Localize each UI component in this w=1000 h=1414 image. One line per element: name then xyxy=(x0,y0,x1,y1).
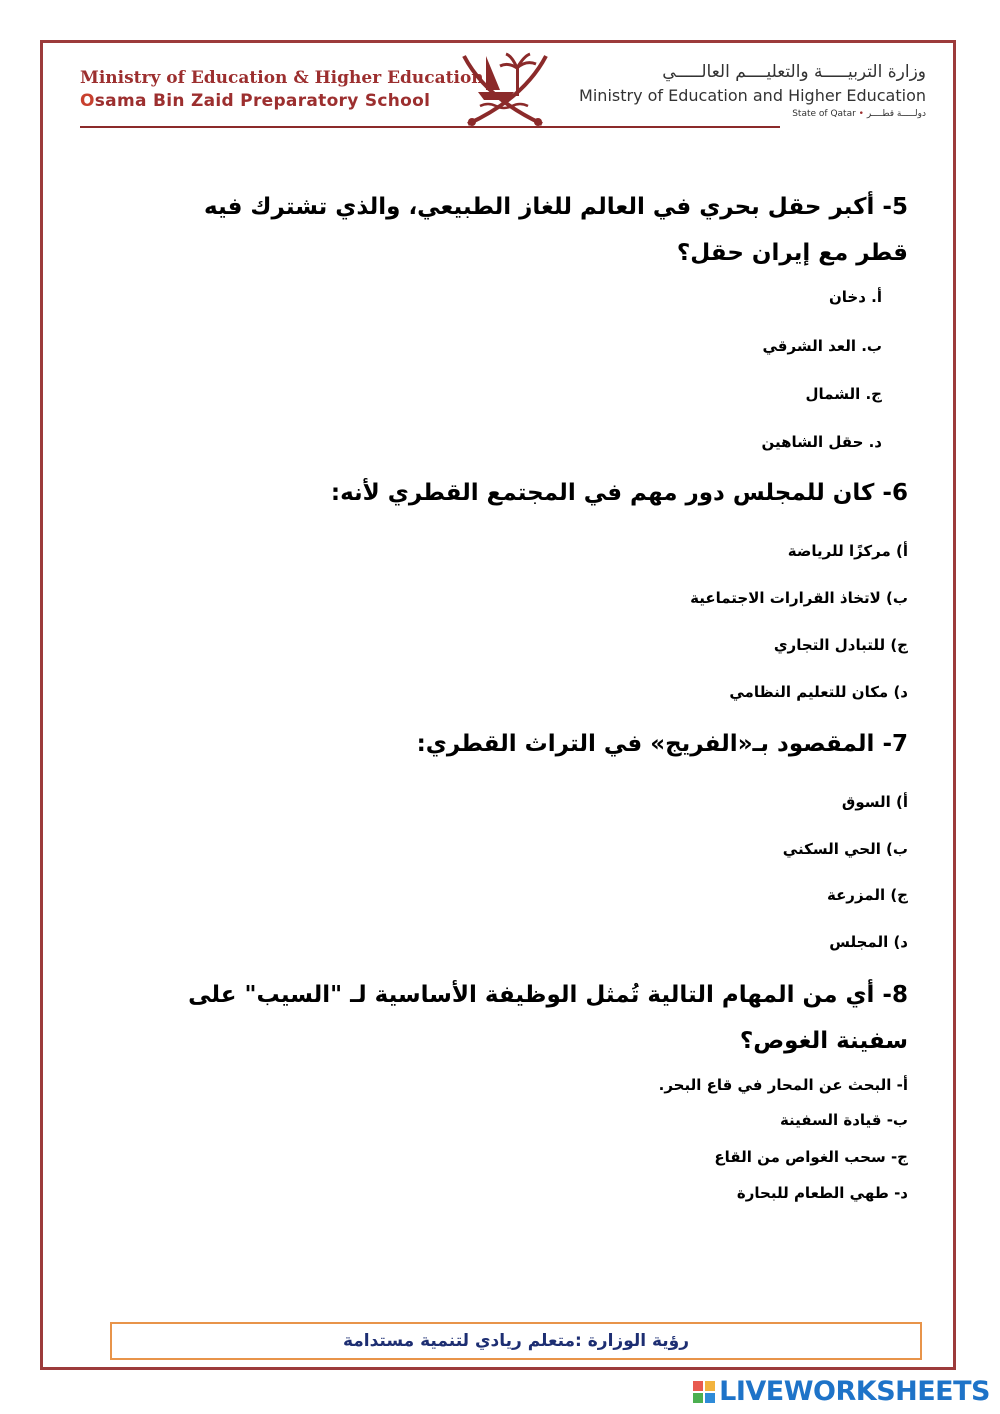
q7-option-d[interactable]: د) المجلس xyxy=(829,933,908,951)
ministry-title-ar: وزارة التربيـــــة والتعليــــم العالـــــي xyxy=(662,62,926,82)
q8-option-d[interactable]: د- طهي الطعام للبحارة xyxy=(736,1184,908,1202)
question-5: 5- أكبر حقل بحري في العالم للغاز الطبيعي، والذي تشترك فيه قطر مع إيران حقل؟ xyxy=(204,194,908,266)
question-6: 6- كان للمجلس دور مهم في المجتمع القطري لأنه: xyxy=(330,480,908,506)
q6-option-b[interactable]: ب) لاتخاذ القرارات الاجتماعية xyxy=(690,589,908,607)
liveworksheets-logo-icon xyxy=(693,1381,715,1403)
q5-option-b[interactable]: ب. العد الشرقي xyxy=(762,337,882,355)
vision-footer xyxy=(110,1322,922,1360)
ministry-title-en: Ministry of Education & Higher Education xyxy=(80,68,484,88)
q7-option-b[interactable]: ب) الحي السكني xyxy=(782,840,908,858)
q5-option-d[interactable]: د. حقل الشاهين xyxy=(761,433,882,451)
q6-option-d[interactable]: د) مكان للتعليم النظامي xyxy=(729,683,908,701)
q6-option-c[interactable]: ج) للتبادل التجاري xyxy=(773,636,908,654)
q8-option-c[interactable]: ج- سحب الغواص من القاع xyxy=(714,1148,908,1166)
q8-option-b[interactable]: ب- قيادة السفينة xyxy=(779,1111,908,1129)
vision-text: رؤية الوزارة :متعلم ريادي لتنمية مستدامة xyxy=(342,1331,690,1351)
header-right xyxy=(579,62,926,119)
question-7: 7- المقصود بـ«الفريج» في التراث القطري: xyxy=(416,731,908,757)
ministry-title-en-right: Ministry of Education and Higher Education xyxy=(579,86,926,105)
qatar-emblem-icon xyxy=(456,46,554,128)
q5-option-a[interactable]: أ. دخان xyxy=(828,288,882,306)
q6-option-a[interactable]: أ) مركزًا للرياضة xyxy=(787,542,908,560)
school-name: Osama Bin Zaid Preparatory School xyxy=(80,91,431,111)
q5-option-c[interactable]: ج. الشمال xyxy=(805,385,882,403)
header-rule xyxy=(80,126,780,128)
liveworksheets-watermark[interactable] xyxy=(693,1376,990,1407)
q7-option-c[interactable]: ج) المزرعة xyxy=(826,886,908,904)
header-left xyxy=(80,68,484,111)
q8-option-a[interactable]: أ- البحث عن المحار في قاع البحر. xyxy=(658,1076,908,1094)
q7-option-a[interactable]: أ) السوق xyxy=(841,793,908,811)
liveworksheets-text: LIVEWORKSHEETS xyxy=(719,1376,990,1407)
question-8: 8- أي من المهام التالية تُمثل الوظيفة الأساسية لـ "السيب" على سفينة الغوص؟ xyxy=(188,982,908,1054)
state-label: دولـــــة قطــــر • State of Qatar xyxy=(792,109,926,119)
